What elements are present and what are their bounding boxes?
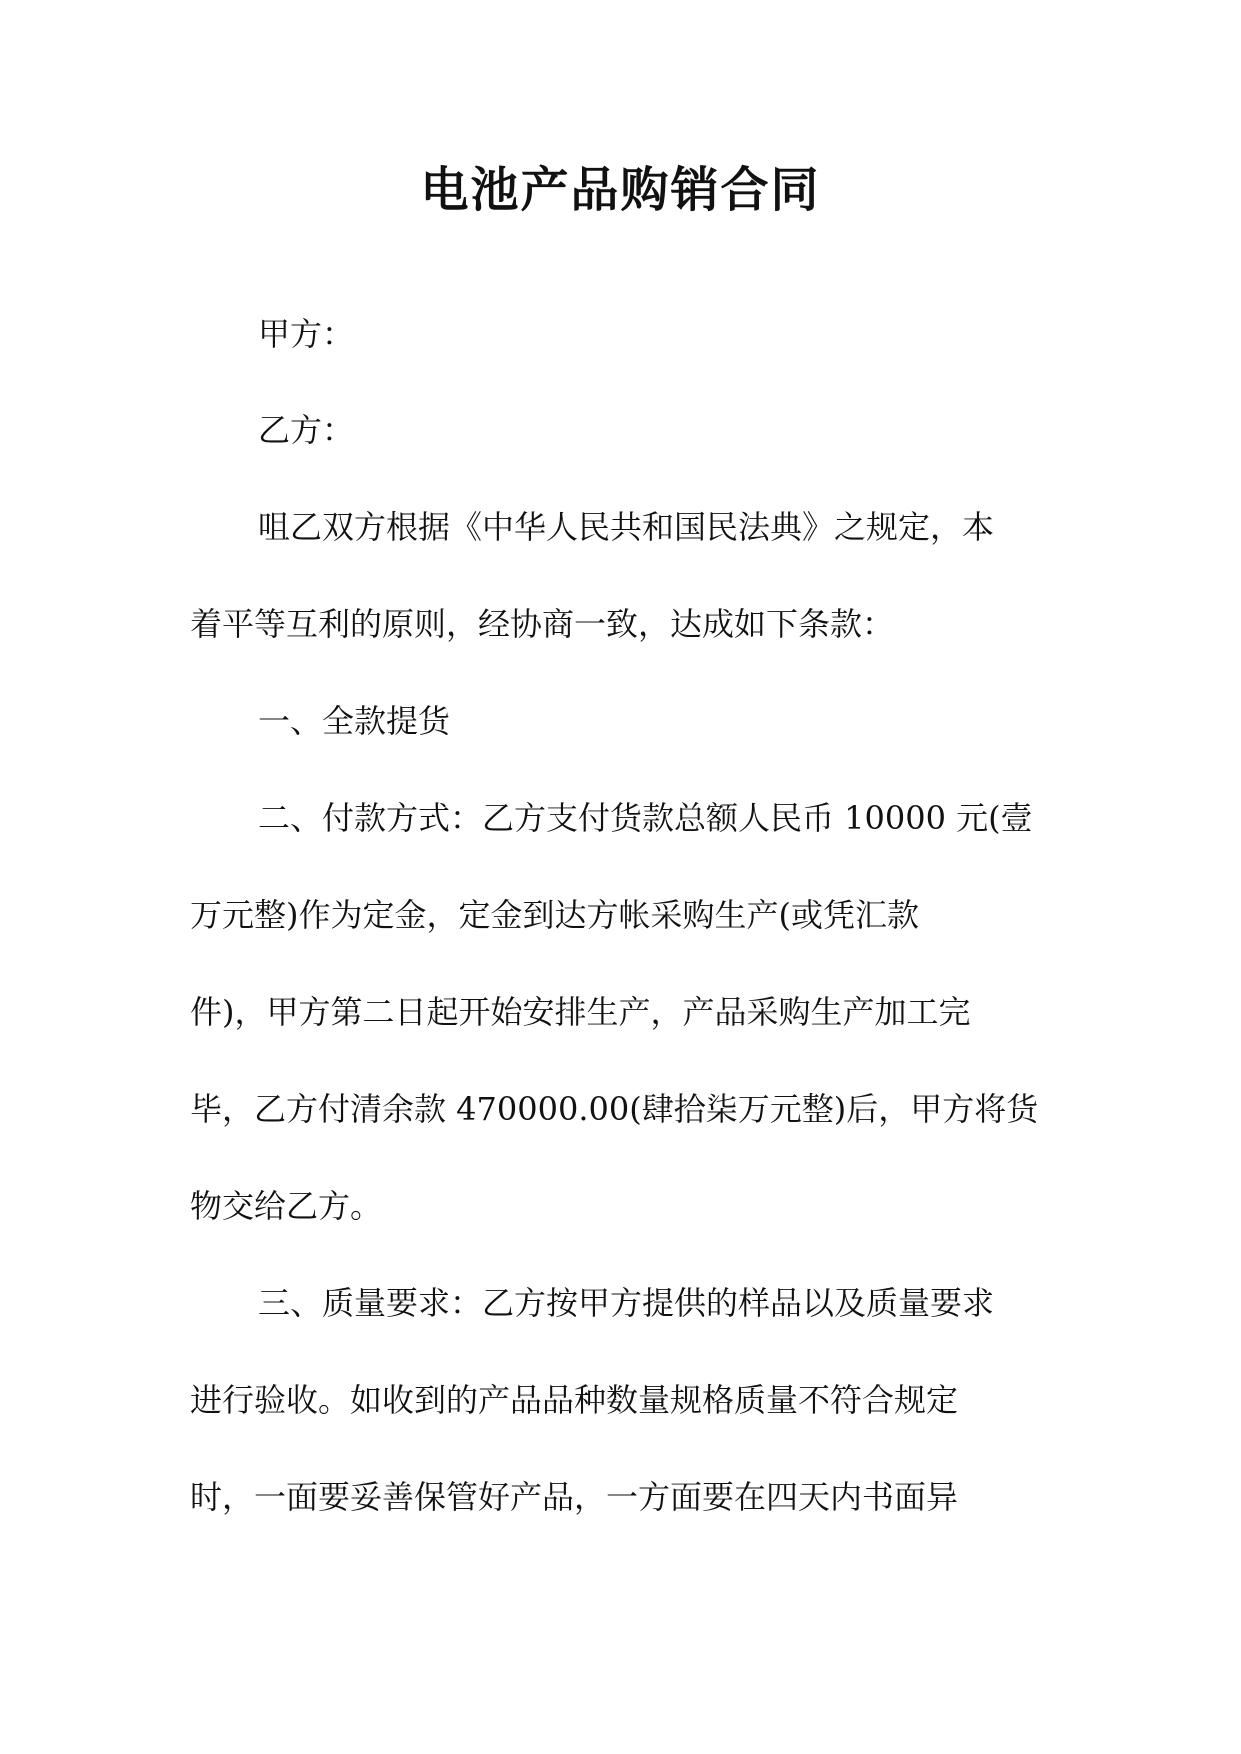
clause-3-line-3: 时，一面要妥善保管好产品，一方面要在四天内书面异 [190,1478,959,1516]
clause-2-line-4: 毕，乙方付清余款 470000.00(肆拾柒万元整)后，甲方将货 [190,1090,1039,1128]
clause-2-line-1: 二、付款方式：乙方支付货款总额人民币 10000 元(壹 [258,799,1033,837]
clause-2-line-2: 万元整)作为定金，定金到达方帐采购生产(或凭汇款 [190,896,919,934]
clause-2-line-3: 件)，甲方第二日起开始安排生产，产品采购生产加工完 [190,993,971,1031]
preamble-line-1: 咀乙双方根据《中华人民共和国民法典》之规定，本 [258,508,995,546]
preamble-line-2: 着平等互利的原则，经协商一致，达成如下条款： [190,605,895,643]
clause-3-line-1: 三、质量要求：乙方按甲方提供的样品以及质量要求 [258,1284,995,1322]
party-a-line: 甲方： [258,315,355,353]
party-b-line: 乙方： [258,411,355,449]
document-title: 电池产品购销合同 [420,162,821,218]
clause-1-line: 一、全款提货 [258,702,451,740]
clause-2-line-5: 物交给乙方。 [190,1187,383,1225]
clause-3-line-2: 进行验收。如收到的产品品种数量规格质量不符合规定 [190,1381,959,1419]
